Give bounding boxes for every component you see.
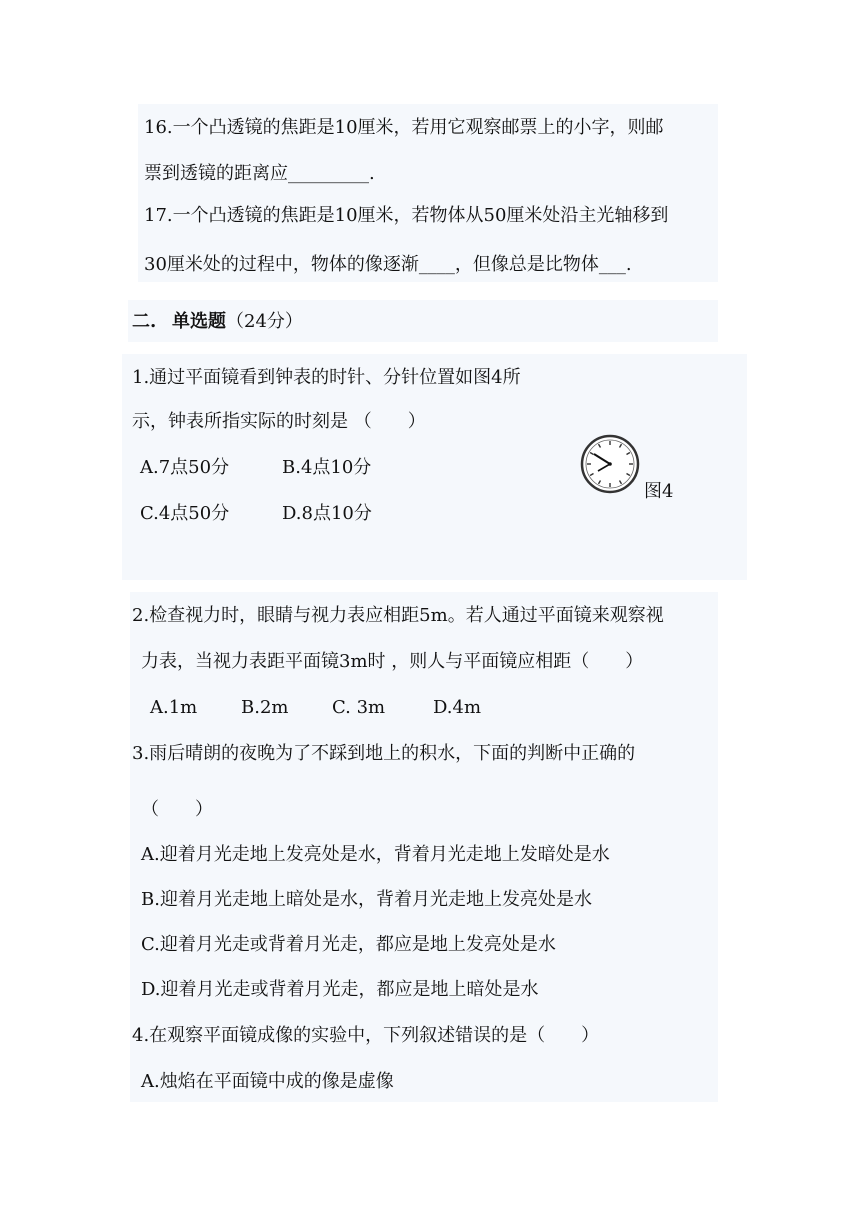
q1-option-a: A.7点50分	[140, 457, 230, 478]
clock-icon	[580, 434, 640, 494]
q1-option-c: C.4点50分	[140, 503, 230, 524]
q4-option-a: A.烛焰在平面镜中成的像是虚像	[141, 1071, 394, 1092]
q16-line-2: 票到透镜的距离应_________.	[144, 163, 375, 184]
q3-option-b: B.迎着月光走地上暗处是水，背着月光走地上发亮处是水	[141, 889, 592, 910]
q3-line-2: （ ）	[141, 799, 213, 820]
section-score: （24分）	[226, 311, 303, 332]
q2-line-1: 2.检查视力时，眼睛与视力表应相距5m。若人通过平面镜来观察视	[132, 605, 664, 626]
q17-line-1: 17.一个凸透镜的焦距是10厘米，若物体从50厘米处沿主光轴移到	[144, 205, 669, 226]
q3-line-1: 3.雨后晴朗的夜晚为了不踩到地上的积水，下面的判断中正确的	[132, 743, 636, 764]
q3-option-d: D.迎着月光走或背着月光走，都应是地上暗处是水	[141, 979, 539, 1000]
q1-option-b: B.4点10分	[282, 457, 372, 478]
q2-option-c: C. 3m	[332, 697, 386, 718]
q2-option-b: B.2m	[241, 697, 289, 718]
q17-line-2: 30厘米处的过程中，物体的像逐渐____，但像总是比物体___.	[144, 254, 632, 275]
q2-option-a: A.1m	[150, 697, 198, 718]
section-title: 单选题	[172, 311, 227, 332]
q2-line-2: 力表，当视力表距平面镜3m时 ，则人与平面镜应相距（ ）	[141, 651, 644, 672]
section-number: 二.	[132, 311, 157, 332]
q1-option-d: D.8点10分	[282, 503, 372, 524]
section-heading	[132, 310, 303, 334]
q3-option-a: A.迎着月光走地上发亮处是水，背着月光走地上发暗处是水	[141, 844, 610, 865]
q3-option-c: C.迎着月光走或背着月光走，都应是地上发亮处是水	[141, 934, 556, 955]
q16-line-1: 16.一个凸透镜的焦距是10厘米，若用它观察邮票上的小字，则邮	[144, 117, 664, 138]
q2-option-d: D.4m	[433, 697, 482, 718]
q4-line-1: 4.在观察平面镜成像的实验中，下列叙述错误的是（ ）	[132, 1025, 600, 1046]
q1-line-2: 示，钟表所指实际的时刻是 （ ）	[132, 411, 426, 432]
figure-4-label: 图4	[644, 481, 674, 502]
q1-line-1: 1.通过平面镜看到钟表的时针、分针位置如图4所	[132, 367, 521, 388]
